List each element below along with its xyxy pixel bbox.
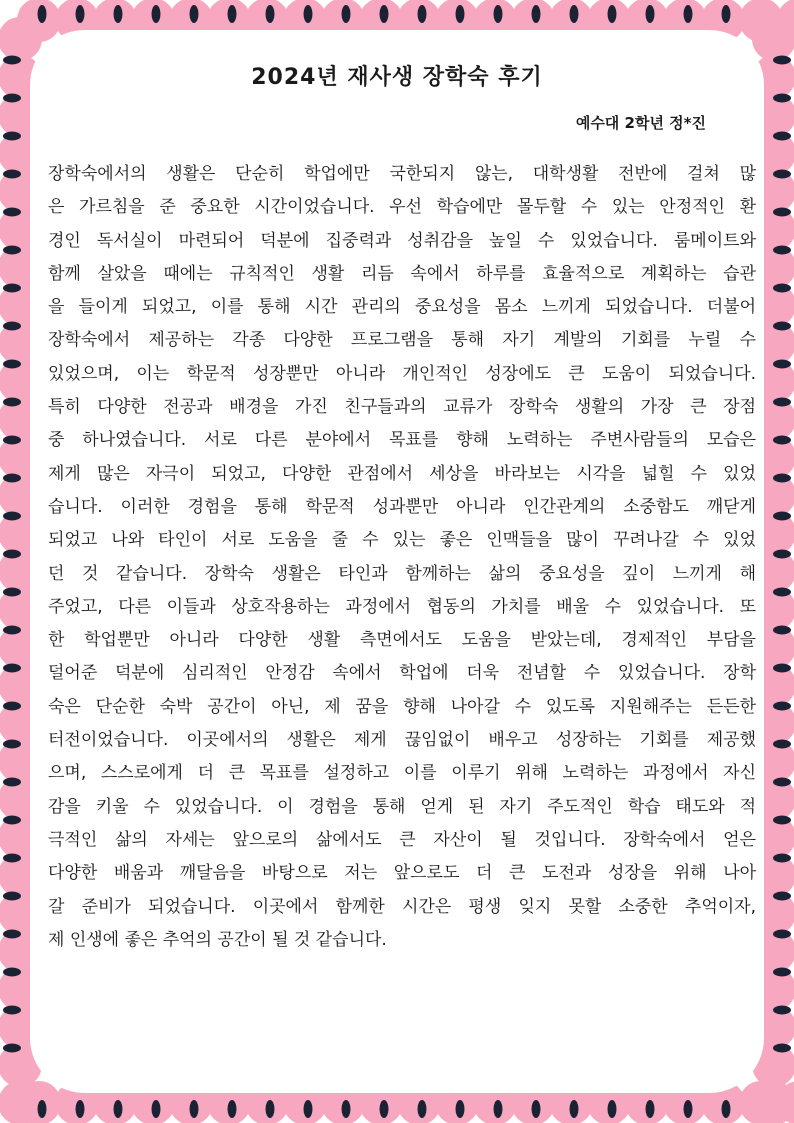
border-dot [494,5,503,23]
essay-line: 경인 독서실이 마련되어 덕분에 집중력과 성취감을 높일 수 있었습니다. 룸메이트와 [48,230,756,251]
border-dot [3,626,21,635]
border-dot [3,930,21,939]
border-dot [773,94,791,103]
border-dot [773,170,791,179]
border-dot [722,5,731,23]
border-dot [3,550,21,559]
border-dot [773,1006,791,1015]
border-dot [3,512,21,521]
essay-line: 감을 키울 수 있었습니다. 이 경험을 통해 얻게 된 자기 주도적인 학습 태도와 적 [48,796,756,817]
border-dot [570,5,579,23]
border-dot [773,284,791,293]
border-dot [773,702,791,711]
essay-line: 있었으며, 이는 학문적 성장뿐만 아니라 개인적인 성장에도 큰 도움이 되었습니다. [48,363,756,384]
essay-line: 숙은 단순한 숙박 공간이 아닌, 제 꿈을 향해 나아갈 수 있도록 지원해주는 든든한 [48,696,756,717]
essay-line: 덜어준 덕분에 심리적인 안정감 속에서 학업에 더욱 전념할 수 있었습니다. 장학 [48,663,756,684]
border-dot [494,1100,503,1118]
border-dot [3,968,21,977]
border-dot [773,550,791,559]
border-dot [304,1100,313,1118]
border-dot [190,5,199,23]
border-dot [773,588,791,597]
essay-line: 중 하나였습니다. 서로 다른 분야에서 목표를 향해 노력하는 주변사람들의 모습은 [48,430,756,451]
border-dot [3,588,21,597]
border-dot [684,1100,693,1118]
border-dot [3,816,21,825]
border-dot [773,208,791,217]
border-dot [773,1044,791,1053]
border-dot [773,854,791,863]
border-dot [608,1100,617,1118]
essay-line: 을 들이게 되었고, 이를 통해 시간 관리의 중요성을 몸소 느끼게 되었습니다. 더불어 [48,297,756,318]
border-dot [3,360,21,369]
border-dot [773,740,791,749]
border-dot [456,1100,465,1118]
border-dot [773,474,791,483]
border-dot [646,5,655,23]
border-dot [342,5,351,23]
border-dot [3,1044,21,1053]
essay-line: 함께 살았을 때에는 규칙적인 생활 리듬 속에서 하루를 효율적으로 계획하는 습관 [48,263,756,284]
scallop-shape [752,17,794,61]
border-dot [76,5,85,23]
border-dot [773,626,791,635]
border-dot [3,778,21,787]
essay-line: 던 것 같습니다. 장학숙 생활은 타인과 함께하는 삶의 중요성을 깊이 느끼게 해 [48,563,756,584]
border-dot [304,5,313,23]
border-dot [3,398,21,407]
author-line: 예수대 2학년 정*진 [575,114,706,132]
essay-line: 제게 많은 자극이 되었고, 다양한 관점에서 세상을 바라보는 시각을 넓힐 수 있었 [48,463,756,484]
border-dot [152,1100,161,1118]
border-dot [3,854,21,863]
essay-line: 다양한 배움과 깨달음을 바탕으로 저는 앞으로도 더 큰 도전과 성장을 위해 나아 [48,863,756,884]
border-dot [773,322,791,331]
border-dot [570,1100,579,1118]
border-dot [773,968,791,977]
border-dot [773,398,791,407]
border-dot [773,132,791,141]
scallop-shape [0,17,42,61]
border-dot [114,5,123,23]
border-dot [773,930,791,939]
border-dot [456,5,465,23]
border-dot [418,1100,427,1118]
essay-line: 장학숙에서 제공하는 각종 다양한 프로그램을 통해 자기 계발의 기회를 누릴 수 [48,330,756,351]
border-dot [380,1100,389,1118]
border-dot [3,284,21,293]
essay-line: 은 가르침을 준 중요한 시간이었습니다. 우선 학습에만 몰두할 수 있는 안정적인 환 [48,197,756,218]
border-dot [76,1100,85,1118]
border-dot [3,246,21,255]
border-dot [773,436,791,445]
border-dot [3,892,21,901]
border-dot [773,778,791,787]
border-dot [114,1100,123,1118]
essay-line: 주었고, 다른 이들과 상호작용하는 과정에서 협동의 가치를 배울 수 있었습니다. 또 [48,596,756,617]
border-dot [3,702,21,711]
essay-line: 습니다. 이러한 경험을 통해 학문적 성과뿐만 아니라 인간관계의 소중함도 깨닫게 [48,496,756,517]
border-dot [773,360,791,369]
essay-line: 되었고 나와 타인이 서로 도움을 줄 수 있는 좋은 인맥들을 많이 꾸려나갈 수 있었 [48,530,756,551]
border-dot [266,1100,275,1118]
border-dot [773,816,791,825]
border-dot [3,94,21,103]
essay-line: 제 인생에 좋은 추억의 공간이 될 것 같습니다. [48,929,387,950]
border-dot [342,1100,351,1118]
border-dot [608,5,617,23]
border-dot [418,5,427,23]
essay-line: 장학숙에서의 생활은 단순히 학업에만 국한되지 않는, 대학생활 전반에 걸쳐 많 [48,164,756,184]
border-dot [3,1006,21,1015]
border-dot [228,5,237,23]
essay-line: 한 학업뿐만 아니라 다양한 생활 측면에서도 도움을 받았는데, 경제적인 부담을 [48,630,756,651]
page-title: 2024년 재사생 장학숙 후기 [251,65,543,90]
border-dot [3,740,21,749]
border-dot [190,1100,199,1118]
border-dot [722,1100,731,1118]
border-dot [266,5,275,23]
border-dot [3,208,21,217]
essay-line: 으며, 스스로에게 더 큰 목표를 설정하고 이를 이루기 위해 노력하는 과정에서 자신 [48,763,756,784]
border-dot [3,132,21,141]
border-dot [380,5,389,23]
border-dot [38,1100,47,1118]
border-dot [773,512,791,521]
essay-body [48,158,756,957]
border-dot [532,1100,541,1118]
essay-line: 갈 준비가 되었습니다. 이곳에서 함께한 시간은 평생 잊지 못할 소중한 추억이자, [48,896,756,917]
essay-line: 터전이었습니다. 이곳에서의 생활은 제게 끊임없이 배우고 성장하는 기회를 제공했 [48,730,756,751]
border-dot [773,664,791,673]
border-dot [228,1100,237,1118]
border-dot [3,474,21,483]
border-dot [38,5,47,23]
border-dot [646,1100,655,1118]
border-dot [773,246,791,255]
essay-line: 극적인 삶의 자세는 앞으로의 삶에서도 큰 자산이 될 것입니다. 장학숙에서 얻은 [48,829,756,850]
border-dot [3,664,21,673]
border-dot [684,5,693,23]
border-dot [532,5,541,23]
border-dot [3,322,21,331]
border-dot [773,892,791,901]
border-dot [3,170,21,179]
essay-line: 특히 다양한 전공과 배경을 가진 친구들과의 교류가 장학숙 생활의 가장 큰 장점 [48,397,756,418]
border-dot [152,5,161,23]
border-dot [3,436,21,445]
